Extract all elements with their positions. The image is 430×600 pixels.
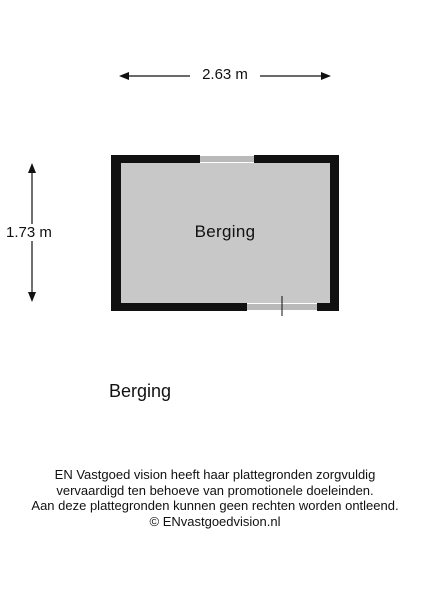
disclaimer-line: vervaardigd ten behoeve van promotionele doeleinden.	[56, 482, 374, 498]
disclaimer-line: EN Vastgoed vision heeft haar plattegronden zorgvuldig	[54, 467, 376, 482]
copyright-line: © ENvastgoedvision.nl	[149, 513, 281, 529]
height-dimension-label: 1.73 m	[6, 224, 58, 241]
room-name-label: Berging	[194, 222, 256, 241]
disclaimer-line: Aan deze plattegronden kunnen geen rechten worden ontleend.	[31, 498, 399, 513]
width-dimension-label: 2.63 m	[190, 66, 260, 83]
disclaimer-footer	[0, 467, 430, 529]
window-top	[195, 155, 259, 163]
floor-title: Berging	[109, 381, 172, 401]
